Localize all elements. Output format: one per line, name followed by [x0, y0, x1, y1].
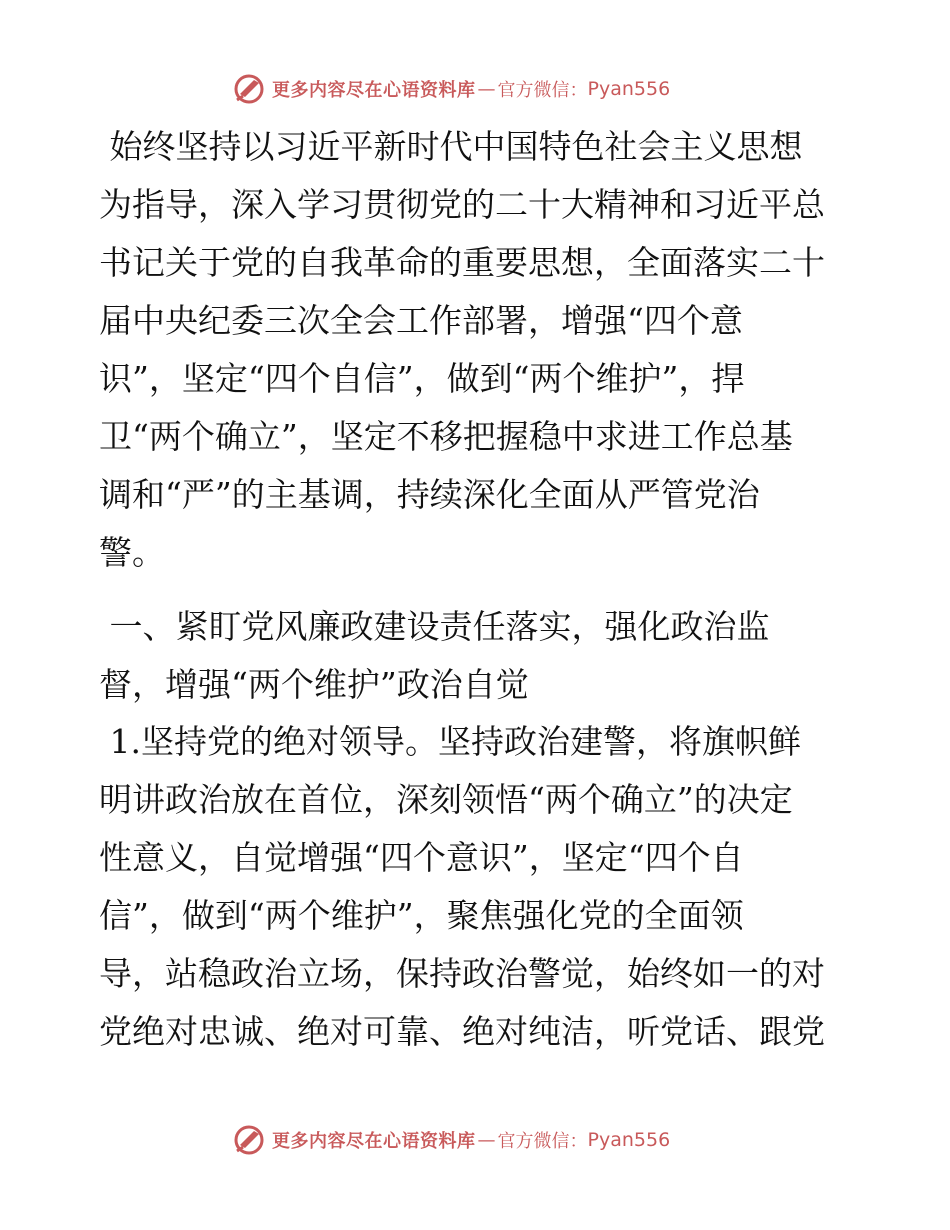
logo-icon: [232, 1123, 266, 1157]
watermark-account-label: 官方微信：: [497, 1131, 588, 1152]
footer-watermark: [232, 1123, 670, 1157]
text-line: 识”，坚定“四个自信”，做到“两个维护”，捍: [99, 359, 745, 398]
text-line: 书记关于党的自我革命的重要思想，全面落实二十: [99, 243, 825, 282]
text-line: 信”，做到“两个维护”，聚焦强化党的全面领: [99, 896, 744, 935]
text-line: 性意义，自觉增强“四个意识”，坚定“四个自: [99, 838, 744, 877]
section-heading: [99, 598, 859, 714]
watermark-dash: —: [477, 78, 496, 100]
text-line: 卫“两个确立”，坚定不移把握稳中求进工作总基: [99, 417, 793, 456]
header-watermark: [232, 72, 670, 106]
watermark-account-id: Pyan556: [587, 1129, 671, 1151]
watermark-account-id: Pyan556: [587, 78, 671, 100]
text-line: 始终坚持以习近平新时代中国特色社会主义思想: [99, 127, 803, 166]
text-line: 警。: [99, 533, 165, 572]
text-line: 导，站稳政治立场，保持政治警觉，始终如一的对: [99, 954, 825, 993]
text-line: 届中央纪委三次全会工作部署，增强“四个意: [99, 301, 743, 340]
text-line: 督，增强“两个维护”政治自觉: [99, 665, 529, 704]
watermark-account-label: 官方微信：: [497, 80, 588, 101]
paragraph-intro: [99, 118, 859, 582]
watermark-site-text: 更多内容尽在心语资料库: [272, 1131, 476, 1152]
logo-icon: [232, 72, 266, 106]
watermark-dash: —: [477, 1129, 496, 1151]
text-line: 一、紧盯党风廉政建设责任落实，强化政治监: [99, 607, 770, 646]
text-line: 为指导，深入学习贯彻党的二十大精神和习近平总: [99, 185, 825, 224]
text-line: 1.坚持党的绝对领导。坚持政治建警，将旗帜鲜: [99, 722, 801, 761]
watermark-site-text: 更多内容尽在心语资料库: [272, 80, 476, 101]
text-line: 明讲政治放在首位，深刻领悟“两个确立”的决定: [99, 780, 793, 819]
text-line: 党绝对忠诚、绝对可靠、绝对纯洁，听党话、跟党: [99, 1012, 825, 1051]
paragraph-item-1: [99, 713, 859, 1061]
text-line: 调和“严”的主基调，持续深化全面从严管党治: [99, 475, 760, 514]
